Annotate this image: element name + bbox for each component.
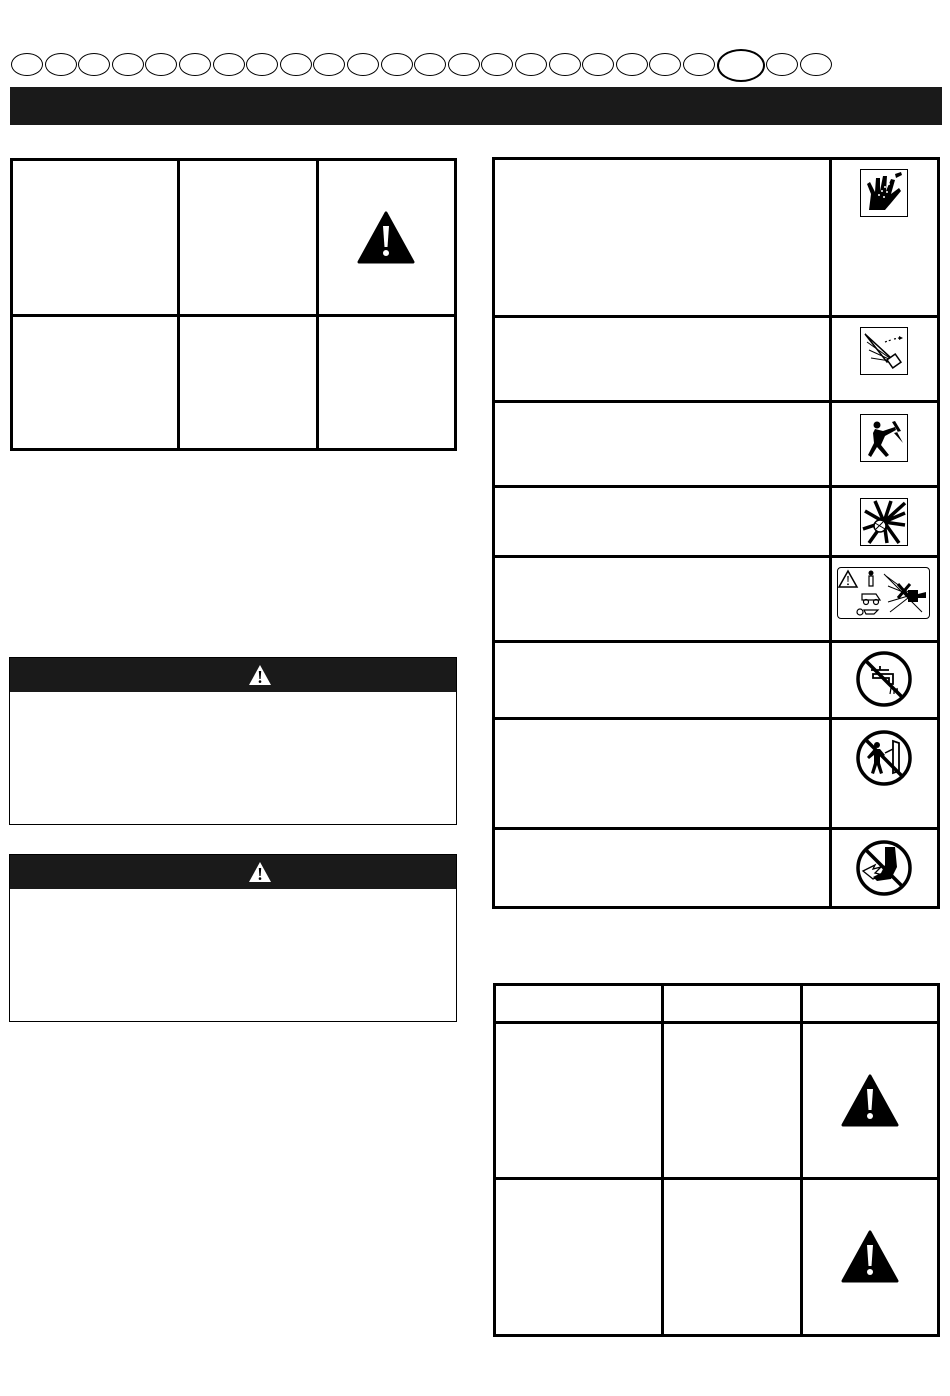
language-tab[interactable] [179, 53, 211, 76]
language-tab[interactable] [481, 53, 513, 76]
warning-header [10, 855, 456, 889]
warning-triangle-icon [357, 211, 415, 265]
no-drinking-water-connection-icon [855, 650, 913, 708]
language-tab[interactable] [448, 53, 480, 76]
warning-triangle-icon [248, 861, 272, 883]
no-spraying-electrical-icon [855, 729, 913, 787]
language-tab[interactable] [766, 53, 798, 76]
language-tab[interactable] [213, 53, 245, 76]
do-not-spray-people-animals-icon [837, 567, 930, 619]
section-header-bar [10, 87, 942, 125]
symbols-table-right [493, 983, 940, 1337]
warning-triangle-icon [841, 1230, 899, 1284]
hand-injection-hazard-icon [860, 169, 908, 217]
language-tab[interactable] [414, 53, 446, 76]
language-tab[interactable] [112, 53, 144, 76]
language-tabs [0, 0, 950, 86]
language-tab[interactable] [246, 53, 278, 76]
language-tab[interactable] [11, 53, 43, 76]
warning-header [10, 658, 456, 692]
language-tab[interactable] [78, 53, 110, 76]
language-tab[interactable] [347, 53, 379, 76]
warning-box [9, 657, 457, 825]
warning-box [9, 854, 457, 1022]
language-tab[interactable] [313, 53, 345, 76]
language-tab[interactable] [145, 53, 177, 76]
language-tab[interactable] [582, 53, 614, 76]
language-tab[interactable] [515, 53, 547, 76]
language-tab[interactable] [800, 53, 832, 76]
explosion-hazard-icon [860, 498, 908, 546]
language-tab[interactable] [381, 53, 413, 76]
language-tab[interactable] [549, 53, 581, 76]
language-tab[interactable] [683, 53, 715, 76]
electric-shock-hazard-icon [860, 414, 908, 462]
spray-nozzle-hazard-icon [860, 327, 908, 375]
warning-triangle-icon [248, 664, 272, 686]
section-title [10, 96, 24, 116]
no-spraying-feet-icon [855, 839, 913, 897]
hazard-symbols-table [492, 157, 940, 909]
language-tab[interactable] [649, 53, 681, 76]
language-tab[interactable] [616, 53, 648, 76]
symbols-table-left [10, 158, 457, 451]
language-tab[interactable] [280, 53, 312, 76]
language-tab[interactable] [45, 53, 77, 76]
warning-triangle-icon [841, 1074, 899, 1128]
language-tab-active[interactable] [717, 49, 765, 82]
